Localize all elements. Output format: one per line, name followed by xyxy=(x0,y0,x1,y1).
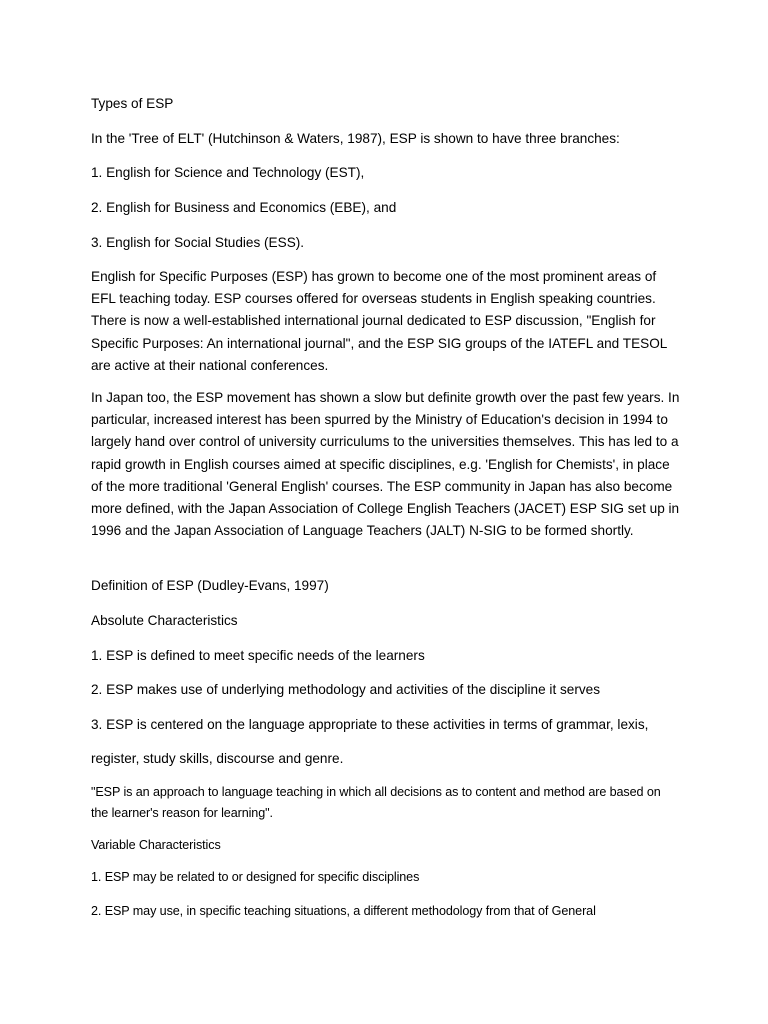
japan-paragraph: In Japan too, the ESP movement has shown a slow but definite growth over the past few years. In particular, increased interest has been spurred by the Ministry of Education's decision in 1994 to largely hand over control of university curriculums to the universities themselves. This has led to a rapid growth in English courses aimed at specific disciplines, e.g. 'English for Chemists', in place of the more traditional 'General English' courses. The ESP community in Japan has also become more defined, with the Japan Association of College English Teachers (JACET) ESP SIG set up in 1996 and the Japan Association of Language Teachers (JALT) N-SIG to be formed shortly. xyxy=(91,390,680,539)
branch-item-1: 1. English for Science and Technology (EST), xyxy=(91,165,365,180)
variable-heading: Variable Characteristics xyxy=(91,838,221,852)
variable-item-1: 1. ESP may be related to or designed for specific disciplines xyxy=(91,870,420,884)
absolute-item-2: 2. ESP makes use of underlying methodology and activities of the discipline it serves xyxy=(91,682,601,697)
branch-item-2: 2. English for Business and Economics (EBE), and xyxy=(91,200,397,215)
variable-item-2: 2. ESP may use, in specific teaching situations, a different methodology from that of General xyxy=(91,904,596,918)
absolute-heading: Absolute Characteristics xyxy=(91,613,238,628)
document-title: Types of ESP xyxy=(91,96,174,111)
intro-paragraph: In the 'Tree of ELT' (Hutchinson & Waters, 1987), ESP is shown to have three branches: xyxy=(91,131,620,146)
absolute-item-3-continued: register, study skills, discourse and genre. xyxy=(91,751,344,766)
absolute-item-3: 3. ESP is centered on the language appropriate to these activities in terms of grammar, lexis, xyxy=(91,717,649,732)
esp-quote: "ESP is an approach to language teaching in which all decisions as to content and method are based on the learner's reason for learning". xyxy=(91,785,661,820)
definition-heading: Definition of ESP (Dudley-Evans, 1997) xyxy=(91,578,329,593)
branch-item-3: 3. English for Social Studies (ESS). xyxy=(91,235,305,250)
esp-paragraph: English for Specific Purposes (ESP) has grown to become one of the most prominent areas of EFL teaching today. ESP courses offered for overseas students in English speaking countries. There is now a well-established international journal dedicated to ESP discussion, "English for Specific Purposes: An international journal", and the ESP SIG groups of the IATEFL and TESOL are active at their national conferences. xyxy=(91,269,667,373)
absolute-item-1: 1. ESP is defined to meet specific needs of the learners xyxy=(91,648,425,663)
